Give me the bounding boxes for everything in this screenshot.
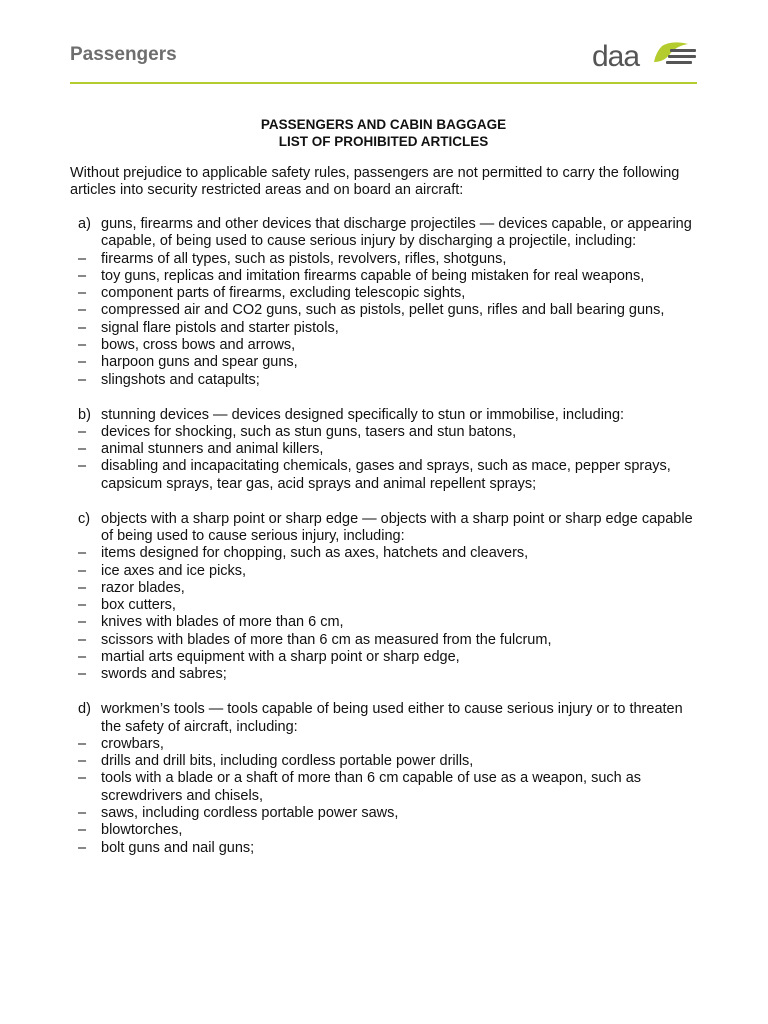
list-item [70, 563, 700, 580]
list-item [70, 822, 700, 839]
list-item-text: razor blades, [101, 579, 185, 596]
dash-bullet: – [78, 597, 87, 614]
list-item-text: devices for shocking, such as stun guns, tasers and stun batons, [101, 423, 517, 440]
list-item [70, 458, 700, 493]
dash-bullet: – [78, 250, 87, 267]
dash-bullet: – [78, 354, 87, 371]
list-item [70, 268, 700, 285]
header-divider [70, 82, 697, 84]
logo-mark-icon [654, 42, 696, 64]
list-item [70, 770, 700, 805]
list-item-text: animal stunners and animal killers, [101, 441, 324, 458]
dash-bullet: – [78, 839, 87, 856]
list-item-text: toy guns, replicas and imitation firearms capable of being mistaken for real weapons, [101, 267, 645, 284]
category-marker: d) [78, 701, 91, 718]
category-marker: c) [78, 510, 91, 527]
category-marker: a) [78, 216, 91, 232]
logo-text: daa [592, 40, 640, 70]
list-item [70, 805, 700, 822]
daa-logo [590, 40, 700, 70]
list-item [70, 649, 700, 666]
list-item-text: tools with a blade or a shaft of more than 6 cm capable of use as a weapon, such as screwdrivers and chisels, [101, 770, 642, 804]
list-item-text: compressed air and CO2 guns, such as pistols, pellet guns, rifles and ball bearing guns, [101, 302, 665, 319]
dash-bullet: – [78, 302, 87, 319]
category-heading [70, 407, 700, 424]
list-item-text: ice axes and ice picks, [101, 562, 247, 579]
page-header [70, 40, 698, 82]
category-heading-text: guns, firearms and other devices that discharge projectiles — devices capable, or appearing capable, of being used to cause serious injury by discharging a projectile, including: [101, 216, 692, 250]
dash-bullet: – [78, 441, 87, 458]
article-category [70, 701, 700, 857]
dash-bullet: – [78, 753, 87, 770]
list-item-text: crowbars, [101, 735, 164, 752]
list-item [70, 441, 700, 458]
list-item-text: harpoon guns and spear guns, [101, 354, 298, 371]
document-title [70, 116, 697, 150]
dash-bullet: – [78, 337, 87, 354]
dash-bullet: – [78, 735, 87, 752]
list-item-text: martial arts equipment with a sharp point or sharp edge, [101, 649, 460, 666]
dash-bullet: – [78, 631, 87, 648]
dash-bullet: – [78, 770, 87, 787]
dash-bullet: – [78, 458, 87, 475]
dash-bullet: – [78, 666, 87, 683]
list-item [70, 597, 700, 614]
list-item-text: component parts of firearms, excluding telescopic sights, [101, 285, 466, 302]
category-heading [70, 511, 700, 546]
dash-bullet: – [78, 545, 87, 562]
list-item [70, 753, 700, 770]
header-title: Passengers [70, 44, 177, 65]
category-heading-text: objects with a sharp point or sharp edge — objects with a sharp point or sharp edge capable of being used to cause serious injury, including: [101, 510, 693, 544]
list-item [70, 337, 700, 354]
list-item-text: bolt guns and nail guns; [101, 839, 255, 856]
dash-bullet: – [78, 614, 87, 631]
list-item-text: items designed for chopping, such as axes, hatchets and cleavers, [101, 545, 529, 562]
list-item-text: bows, cross bows and arrows, [101, 337, 296, 354]
dash-bullet: – [78, 649, 87, 666]
list-item-text: drills and drill bits, including cordless portable power drills, [101, 753, 474, 770]
dash-bullet: – [78, 579, 87, 596]
list-item-text: slingshots and catapults; [101, 371, 260, 388]
list-item [70, 840, 700, 857]
list-item [70, 614, 700, 631]
category-heading-text: workmen’s tools — tools capable of being used either to cause serious injury or to threaten the safety of aircraft, including: [101, 701, 683, 735]
list-item-text: saws, including cordless portable power saws, [101, 804, 399, 821]
list-item-text: blowtorches, [101, 822, 183, 839]
dash-bullet: – [78, 804, 87, 821]
document-title-line-2: LIST OF PROHIBITED ARTICLES [278, 134, 489, 149]
list-item-text: scissors with blades of more than 6 cm as measured from the fulcrum, [101, 631, 552, 648]
list-item [70, 320, 700, 337]
list-item-text: box cutters, [101, 597, 176, 614]
list-item [70, 666, 700, 683]
category-marker: b) [78, 406, 91, 423]
list-item [70, 424, 700, 441]
dash-bullet: – [78, 562, 87, 579]
article-category [70, 511, 700, 684]
prohibited-articles-list [70, 216, 700, 874]
list-item-text: signal flare pistols and starter pistols, [101, 319, 339, 336]
category-heading-text: stunning devices — devices designed specifically to stun or immobilise, including: [101, 406, 625, 423]
intro-paragraph: Without prejudice to applicable safety rules, passengers are not permitted to carry the following articles into security restricted areas and on board an aircraft: [70, 165, 680, 199]
dash-bullet: – [78, 371, 87, 388]
list-item [70, 251, 700, 268]
list-item [70, 372, 700, 389]
list-item-text: swords and sabres; [101, 666, 227, 683]
dash-bullet: – [78, 285, 87, 302]
list-item-text: disabling and incapacitating chemicals, gases and sprays, such as mace, pepper sprays, capsicum sprays, tear gas, acid sprays and animal repellent sprays; [101, 458, 671, 492]
dash-bullet: – [78, 267, 87, 284]
article-category [70, 216, 700, 389]
document-title-line-1: PASSENGERS AND CABIN BAGGAGE [260, 117, 507, 132]
dash-bullet: – [78, 319, 87, 336]
list-item [70, 736, 700, 753]
list-item-text: firearms of all types, such as pistols, revolvers, rifles, shotguns, [101, 250, 507, 267]
list-item [70, 302, 700, 319]
dash-bullet: – [78, 822, 87, 839]
list-item-text: knives with blades of more than 6 cm, [101, 614, 344, 631]
list-item [70, 545, 700, 562]
dash-bullet: – [78, 423, 87, 440]
list-item [70, 632, 700, 649]
list-item [70, 285, 700, 302]
category-heading [70, 701, 700, 736]
article-category [70, 407, 700, 493]
category-heading [70, 216, 700, 251]
list-item [70, 580, 700, 597]
list-item [70, 354, 700, 371]
